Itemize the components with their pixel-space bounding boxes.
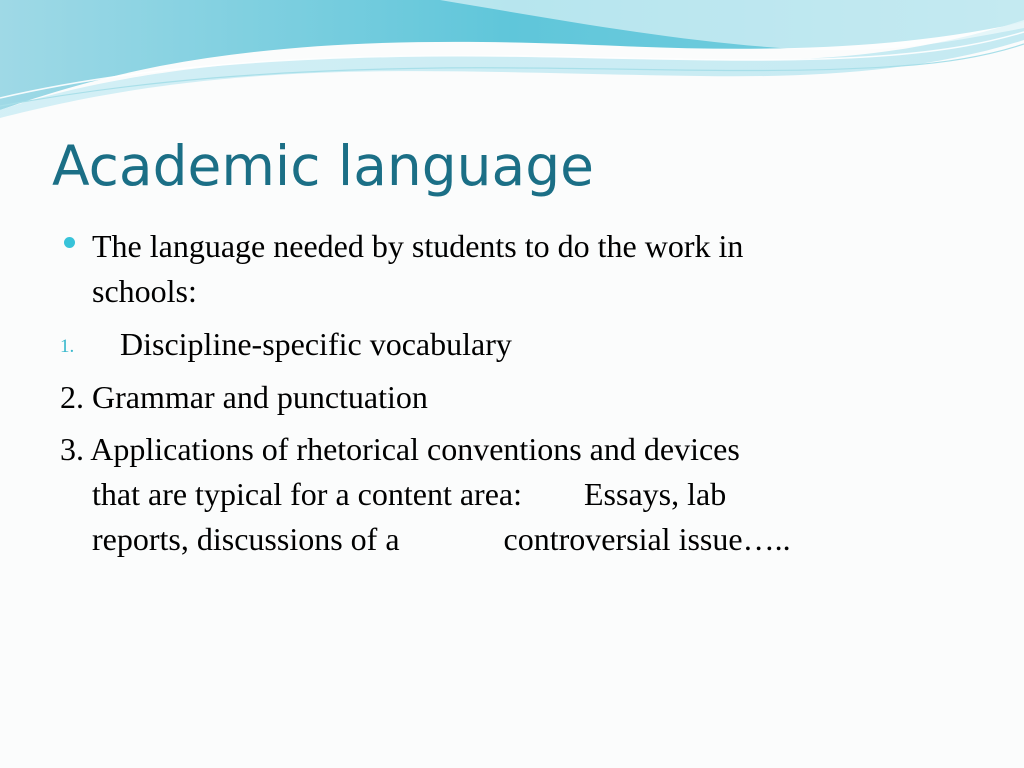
list-marker-1: 1. bbox=[60, 336, 75, 357]
list-item-3-line-2-b: Essays, lab bbox=[583, 476, 727, 512]
list-item-3-line-2-a: that are typical for a content area: bbox=[92, 476, 522, 512]
list-item-3-line-3 bbox=[92, 517, 791, 562]
list-item-3-line-3-a: reports, discussions of a bbox=[92, 521, 400, 557]
list-item-2: 2. Grammar and punctuation bbox=[60, 379, 428, 415]
list-item-1: Discipline-specific vocabulary bbox=[120, 326, 512, 362]
slide-title: Academic language bbox=[52, 134, 594, 198]
list-item-3-line-1: 3. Applications of rhetorical conventions and devices bbox=[60, 431, 740, 467]
bullet-line-2: schools: bbox=[92, 273, 197, 309]
list-item-3-line-2 bbox=[92, 472, 726, 517]
list-item-3-line-3-b: controversial issue….. bbox=[503, 521, 791, 557]
bullet-dot-icon bbox=[64, 237, 75, 248]
bullet-line-1: The language needed by students to do the work in bbox=[92, 228, 744, 264]
